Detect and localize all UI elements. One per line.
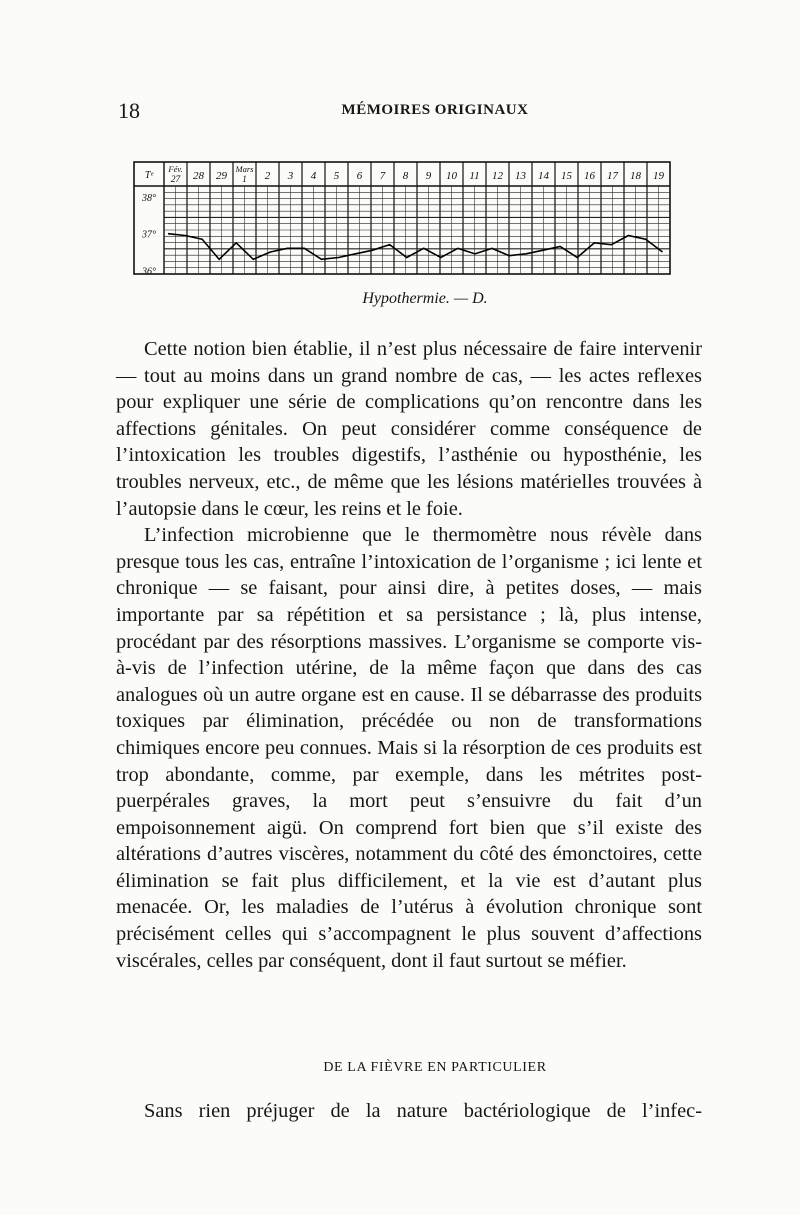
- column-label: 11: [469, 170, 480, 182]
- section-heading: DE LA FIÈVRE EN PARTICULIER: [323, 1060, 547, 1075]
- row-label: 38°: [142, 193, 156, 204]
- column-label: 16: [584, 170, 595, 182]
- column-label: 7: [379, 170, 386, 182]
- column-label: 12: [492, 170, 503, 182]
- section-first-line: Sans rien préjuger de la nature bactériologique de l’infec-: [144, 1100, 702, 1122]
- column-label: 6: [356, 170, 363, 182]
- running-head: MÉMOIRES ORIGINAUX: [341, 102, 529, 118]
- column-label: 8: [402, 170, 409, 182]
- column-label: 14: [538, 170, 549, 182]
- column-label: 3: [287, 170, 294, 182]
- column-label: 2: [264, 170, 271, 182]
- column-label: 17: [607, 170, 618, 182]
- column-label: Mars: [235, 164, 254, 174]
- column-label: 15: [561, 170, 572, 182]
- figure-caption: Hypothermie. — D.: [362, 290, 488, 307]
- paragraph-2: L’infection microbienne que le thermomètre nous révèle dans presque tous les cas, entraîne l’intoxication de l’organisme ; ici lente et chronique — se faisant, pour ainsi dire, à petites doses, — mais importante par sa répétition et sa persistance ; là, plus intense, procédant par des résorptions massives. L’organisme se comporte vis-à-vis de l’infection utérine, de la même façon que dans des cas analogues où un autre organe est en cause. Il se débarrasse des produits toxiques par élimination, précédée ou non de transformations chimiques encore peu connues. Mais si la résorption de ces produits est trop abondante, comme, par exemple, dans les métrites post-puerpérales graves, la mort peut s’ensuivre du fait d’un empoisonnement aigü. On comprend fort bien que s’il existe des altérations d’autres viscères, notamment du côté des émonctoires, cette élimination se fait plus difficilement, et la vie est d’autant plus menacée. Or, les maladies de l’utérus à évolution chronique sont précisément celles qui s’accompagnent le plus souvent d’affections viscérales, celles par conséquent, dont il faut surtout se méfier.: [116, 524, 702, 972]
- body-text: [116, 336, 702, 974]
- column-label: 13: [515, 170, 526, 182]
- page-number: 18: [118, 98, 140, 123]
- column-label: 29: [216, 170, 227, 182]
- column-label: 19: [653, 170, 664, 182]
- section-body: [116, 1098, 702, 1125]
- column-label: 18: [630, 170, 641, 182]
- column-label: 9: [425, 170, 432, 182]
- paragraph-1: Cette notion bien établie, il n’est plus nécessaire de faire intervenir — tout au moins dans un grand nombre de cas, — les actes reflexes pour expliquer une série de complications qu’on rencontre dans les affections génitales. On peut considérer comme conséquence de l’intoxication les troubles digestifs, l’asthénie ou hyposthénie, les troubles nerveux, etc., de même que les lésions matérielles trouvées à l’autopsie dans le cœur, les reins et le foie.: [116, 338, 702, 520]
- row-label: 36°: [142, 266, 156, 276]
- column-label: 28: [193, 170, 204, 182]
- temperature-line: [168, 234, 663, 260]
- column-label: 5: [333, 170, 340, 182]
- column-label: 27: [170, 175, 181, 185]
- column-label: 10: [446, 170, 457, 182]
- row-label: 37°: [142, 229, 156, 241]
- column-label: 4: [310, 170, 317, 182]
- temperature-chart: [132, 160, 672, 280]
- temperature-chart-svg: [132, 160, 672, 276]
- corner-label: Tᵉ: [144, 170, 154, 181]
- column-label: Fév.: [168, 164, 183, 174]
- column-label: 1: [242, 175, 247, 185]
